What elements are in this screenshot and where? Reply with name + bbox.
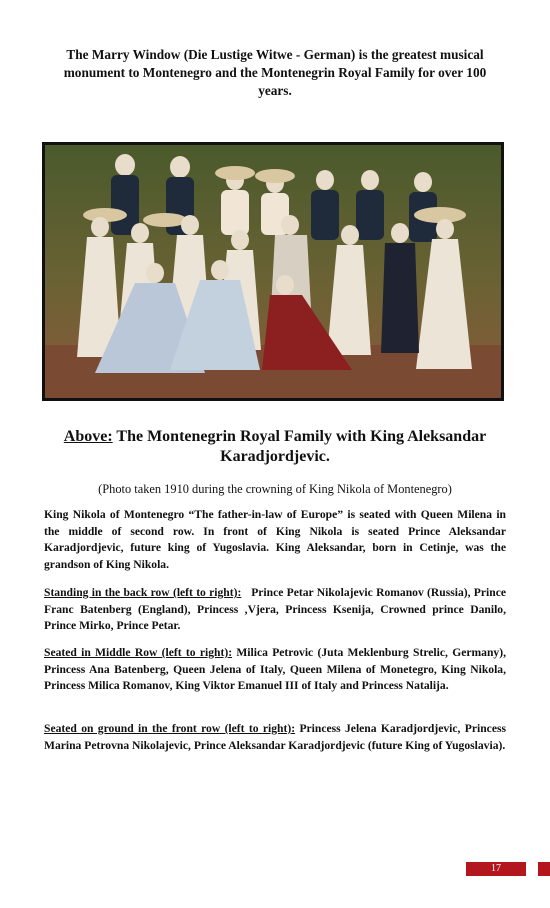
caption-title: The Montenegrin Royal Family with King Aleksandar Karadjordjevic. xyxy=(116,428,487,465)
back-row-paragraph xyxy=(44,585,506,635)
caption-lead: Above: xyxy=(63,428,113,445)
page-number: 17 xyxy=(466,862,526,876)
front-row-paragraph xyxy=(44,721,506,754)
page-edge-tab xyxy=(538,862,550,876)
back-row-names: Prince Petar Nikolajevic Romanov (Russia), Prince Franc Batenberg (England), Princess ,Vjera, Princess Ksenija, Crowned prince Danilo, Prince Mirko, Prince Petar. xyxy=(44,586,506,633)
back-row-heading: Standing in the back row (left to right): xyxy=(44,586,242,599)
middle-row-heading: Seated in Middle Row (left to right): xyxy=(44,646,233,659)
family-description-paragraph: King Nikola of Montenegro “The father-in-law of Europe” is seated with Queen Milena in the middle of second row. In front of King Nikola is seated Prince Aleksandar Karadjordjevic, future king of Yugoslavia. King Aleksandar, born in Cetinje, was the grandson of King Nikola. xyxy=(44,508,506,571)
photo-illustration xyxy=(45,145,501,398)
photo-date-note: (Photo taken 1910 during the crowning of King Nikola of Montenegro) xyxy=(98,482,452,496)
front-row-names: Princess Jelena Karadjordjevic, Princess Marina Petrovna Nikolajevic, Prince Aleksandar Karadjordjevic (future King of Yugoslavia). xyxy=(44,722,507,752)
intro-statement: The Marry Window (Die Lustige Witwe - German) is the greatest musical monument to Montenegro and the Montenegrin Royal Family for over 100 years. xyxy=(63,47,487,98)
middle-row-paragraph xyxy=(44,645,506,695)
photo-caption-heading xyxy=(60,427,490,467)
front-row-heading: Seated on ground in the front row (left to right): xyxy=(44,722,296,735)
royal-family-photo xyxy=(42,142,504,401)
middle-row-names: Milica Petrovic (Juta Meklenburg Strelic, Germany), Princess Ana Batenberg, Queen Jelena of Italy, Queen Milena of Monetegro, King Nikola, Princess Milica Romanov, King Viktor Emanuel III of Italy and Princess Natalija. xyxy=(44,646,506,693)
